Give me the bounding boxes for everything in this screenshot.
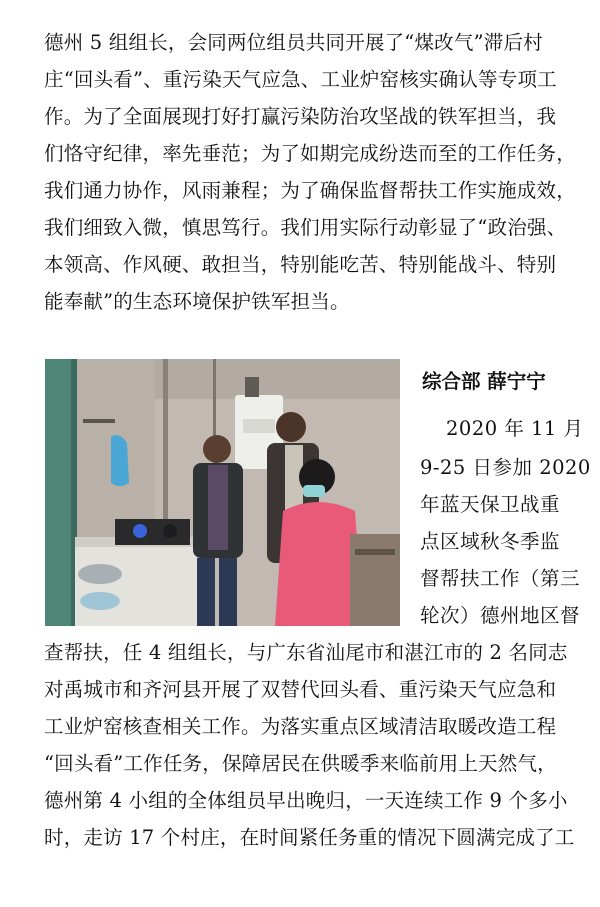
paragraph-line: 我们通力协作，风雨兼程；为了确保监督帮扶工作实施成效，	[44, 179, 576, 202]
paragraph-line: “回头看”工作任务，保障居民在供暖季来临前用上天然气，	[44, 752, 557, 775]
side-line: 轮次）德州地区督	[420, 604, 581, 627]
paragraph-line: 能奉献”的生态环境保护铁军担当。	[44, 290, 350, 313]
paragraph-line: 对禹城市和齐河县开展了双替代回头看、重污染天气应急和	[44, 678, 557, 701]
paragraph-line: 时，走访 17 个村庄，在时间紧任务重的情况下圆满完成了工	[44, 826, 575, 849]
kitchen-inspection-photo	[45, 359, 400, 626]
side-line: 点区域秋冬季监	[420, 530, 561, 553]
paragraph-line: 工业炉窑核查相关工作。为落实重点区域清洁取暖改造工程	[44, 715, 557, 738]
paragraph-line: 们恪守纪律，率先垂范；为了如期完成纷迭而至的工作任务，	[44, 142, 576, 165]
paragraph-line: 庄“回头看”、重污染天气应急、工业炉窑核实确认等专项工	[44, 68, 557, 91]
paragraph-line: 查帮扶，任 4 组组长，与广东省汕尾市和湛江市的 2 名同志	[44, 641, 568, 664]
side-line: 2020 年 11 月	[446, 417, 584, 440]
paragraph-line: 我们细致入微，慎思笃行。我们用实际行动彰显了“政治强、	[44, 216, 567, 239]
paragraph-line: 德州第 4 小组的全体组员早出晚归，一天连续工作 9 个多小	[44, 789, 568, 812]
side-line: 9-25 日参加 2020	[420, 456, 591, 479]
paragraph-line: 作。为了全面展现打好打赢污染防治攻坚战的铁军担当，我	[44, 105, 557, 128]
side-line: 督帮扶工作（第三	[420, 567, 581, 590]
side-line: 年蓝天保卫战重	[420, 493, 561, 516]
paragraph-line: 德州 5 组组长，会同两位组员共同开展了“煤改气”滞后村	[44, 31, 543, 54]
paragraph-line: 本领高、作风硬、敢担当，特别能吃苦、特别能战斗、特别	[44, 253, 557, 276]
author-byline: 综合部 薛宁宁	[422, 370, 546, 393]
